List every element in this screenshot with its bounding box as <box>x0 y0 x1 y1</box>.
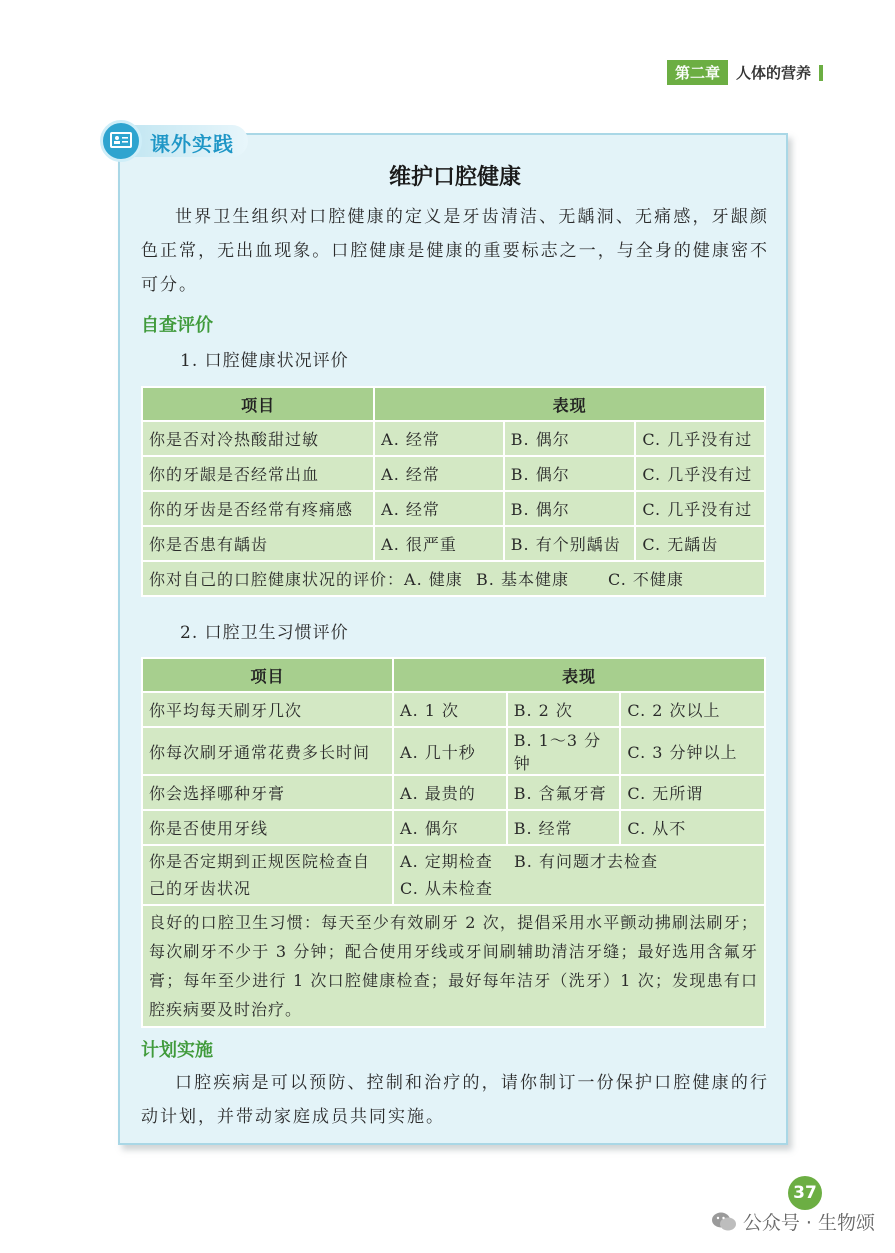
subheading-oral-health: 1. 口腔健康状况评价 <box>180 351 349 371</box>
row-item: 你是否对冷热酸甜过敏 <box>142 421 374 456</box>
note-row <box>142 905 765 1027</box>
practice-board-icon <box>100 120 142 162</box>
option-a: A. 经常 <box>374 491 504 526</box>
chapter-tag: 第二章 <box>667 60 728 85</box>
option-c: C. 几乎没有过 <box>635 456 765 491</box>
option-b: B. 2 次 <box>507 692 621 727</box>
row-item: 你每次刷牙通常花费多长时间 <box>142 727 393 775</box>
row-item: 你是否使用牙线 <box>142 810 393 845</box>
option-a: A. 几十秒 <box>393 727 507 775</box>
table-row <box>142 456 765 491</box>
option-b: B. 偶尔 <box>504 491 636 526</box>
page-number: 37 <box>788 1176 822 1210</box>
option-c: C. 从不 <box>620 810 765 845</box>
oral-health-table <box>141 386 766 597</box>
badge-label: 课外实践 <box>150 132 234 156</box>
table-row <box>142 421 765 456</box>
option-c: C. 3 分钟以上 <box>620 727 765 775</box>
chapter-marker <box>819 65 823 81</box>
subheading-hygiene-habits: 2. 口腔卫生习惯评价 <box>180 623 349 643</box>
table-row <box>142 845 765 905</box>
option-c: C. 从未检查 <box>400 879 493 898</box>
hygiene-note: 良好的口腔卫生习惯：每天至少有效刷牙 2 次，提倡采用水平颤动拂刷法刷牙；每次刷牙不少于 3 分钟；配合使用牙线或牙间刷辅助清洁牙缝；最好选用含氟牙膏；每年至少进行 1 次口腔健康检查；最好每年洁牙（洗牙）1 次；发现患有口腔疾病要及时治疗。 <box>142 905 765 1027</box>
option-b: B. 有问题才去检查 <box>514 852 658 871</box>
row-item: 你平均每天刷牙几次 <box>142 692 393 727</box>
option-c: C. 无所谓 <box>620 775 765 810</box>
option-a: A. 1 次 <box>393 692 507 727</box>
row-item: 你的牙齿是否经常有疼痛感 <box>142 491 374 526</box>
option-a: A. 经常 <box>374 421 504 456</box>
option-b: B. 偶尔 <box>504 421 636 456</box>
summary-cell <box>142 561 765 596</box>
option-a: A. 很严重 <box>374 526 504 561</box>
table-row <box>142 526 765 561</box>
row-item: 你是否患有龋齿 <box>142 526 374 561</box>
table-row <box>142 491 765 526</box>
table-row <box>142 727 765 775</box>
page-title: 维护口腔健康 <box>388 165 521 190</box>
option-c: C. 不健康 <box>608 570 684 589</box>
column-header-item: 项目 <box>142 387 374 421</box>
column-header-item: 项目 <box>142 658 393 692</box>
option-a: A. 经常 <box>374 456 504 491</box>
plan-paragraph: 口腔疾病是可以预防、控制和治疗的，请你制订一份保护口腔健康的行动计划，并带动家庭成员共同实施。 <box>141 1073 769 1127</box>
option-c: C. 无龋齿 <box>635 526 765 561</box>
table-row <box>142 775 765 810</box>
chapter-header <box>667 60 823 85</box>
watermark <box>711 1208 875 1235</box>
table-row <box>142 692 765 727</box>
watermark-text: 公众号 · 生物颂 <box>742 1212 875 1234</box>
option-b: B. 有个别龋齿 <box>504 526 636 561</box>
row-item: 你的牙龈是否经常出血 <box>142 456 374 491</box>
option-c: C. 几乎没有过 <box>635 421 765 456</box>
summary-label: 你对自己的口腔健康状况的评价： <box>149 570 405 589</box>
option-a: A. 健康 <box>404 570 463 589</box>
section-heading-plan: 计划实施 <box>141 1040 213 1061</box>
intro-paragraph: 世界卫生组织对口腔健康的定义是牙齿清洁、无龋洞、无痛感，牙龈颜色正常，无出血现象。口腔健康是健康的重要标志之一，与全身的健康密不可分。 <box>141 207 769 295</box>
option-c: C. 2 次以上 <box>620 692 765 727</box>
option-a: A. 偶尔 <box>393 810 507 845</box>
option-b: B. 经常 <box>507 810 621 845</box>
option-a: A. 最贵的 <box>393 775 507 810</box>
option-c: C. 几乎没有过 <box>635 491 765 526</box>
table-header-row <box>142 658 765 692</box>
column-header-performance: 表现 <box>374 387 765 421</box>
wechat-icon <box>711 1211 737 1233</box>
table-row <box>142 810 765 845</box>
row-item: 你是否定期到正规医院检查自己的牙齿状况 <box>142 845 393 905</box>
option-b: B. 偶尔 <box>504 456 636 491</box>
option-b: B. 基本健康 <box>476 570 569 589</box>
summary-row <box>142 561 765 596</box>
option-b: B. 1～3 分钟 <box>507 727 621 775</box>
hygiene-habits-table <box>141 657 766 1028</box>
option-b: B. 含氟牙膏 <box>507 775 621 810</box>
table-header-row <box>142 387 765 421</box>
option-a: A. 定期检查 <box>400 852 493 871</box>
practice-badge <box>100 120 250 162</box>
chapter-name: 人体的营养 <box>735 64 811 82</box>
row-item: 你会选择哪种牙膏 <box>142 775 393 810</box>
options-cell <box>393 845 765 905</box>
column-header-performance: 表现 <box>393 658 765 692</box>
section-heading-self-eval: 自查评价 <box>141 315 213 336</box>
